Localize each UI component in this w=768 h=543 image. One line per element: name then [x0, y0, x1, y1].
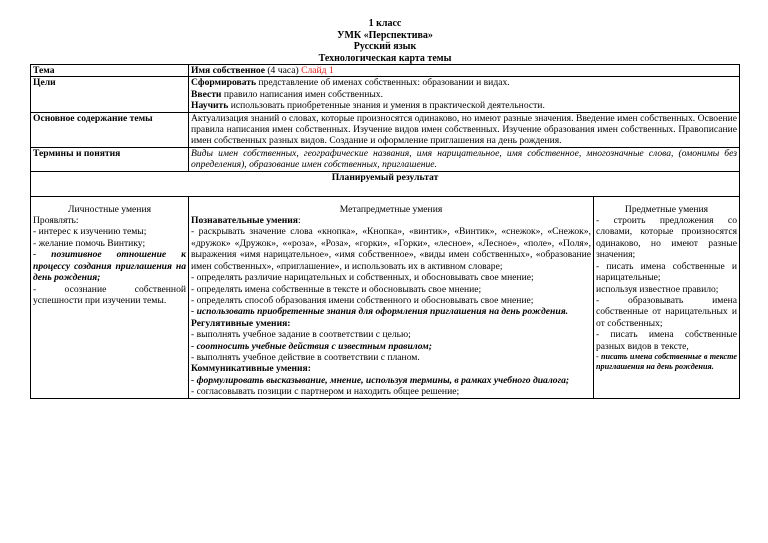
regulative-title: Регулятивные умения:	[191, 317, 291, 329]
topic-hours: (4 часа)	[264, 65, 302, 76]
row-topic	[31, 65, 740, 77]
topic-label: Тема	[31, 65, 189, 77]
row-planned	[31, 197, 740, 398]
subject-item: используя известное правило;	[596, 283, 719, 295]
row-goals	[31, 77, 740, 112]
meta-item: - формулировать высказывание, мнение, используя термины, в рамках учебного диалога;	[191, 374, 570, 386]
goal-line	[191, 100, 737, 111]
subject-item: - писать имена собственные и нарицательные;	[596, 260, 737, 284]
meta-item: - определять способ образования имени собственного и обосновывать свое мнение;	[191, 294, 534, 306]
topic-value	[189, 65, 740, 77]
goal-line	[191, 89, 737, 100]
goal-verb: Сформировать	[191, 77, 257, 89]
subject-header: Предметные умения	[624, 203, 709, 215]
personal-item: - интерес к изучению темы;	[33, 226, 147, 238]
terms-value: Виды имен собственных, географические названия, имя нарицательное, имя собственное, многозначные слова, (омонимы без определения), образование имен собственных, приглашение.	[189, 147, 740, 171]
planned-title: Планируемый результат	[31, 171, 740, 196]
subject-item: - писать имена собственные разных видов в тексте,	[596, 329, 737, 352]
card-title: Технологическая карта темы	[318, 52, 452, 64]
personal-item: - позитивное отношение к процессу создания приглашения на день рождения;	[33, 249, 186, 284]
goal-text: представление об именах собственных: образовании и видах.	[256, 77, 510, 89]
meta-item: - раскрывать значение слова «кнопка», «Кнопка», «винтик», «Винтик», «снежок», «Снежок», «дружок» «Дружок», ««роза», «Роза», «горки», «Горки», «лесное», «Лесное», «поле», «Поля», выражения «имя нарицательное», «имя собственное», «виды имен собственных», «образование имен собственных», «приглашение», и использовать их в активном словаре;	[191, 226, 591, 272]
meta-header: Метапредметные умения	[339, 203, 443, 215]
terms-label: Термины и понятия	[31, 147, 189, 171]
meta-item: - определять различие нарицательных и собственных, и обосновывать свое мнение;	[191, 272, 534, 284]
doc-header	[30, 18, 740, 64]
cognitive-title-line: Познавательные умения:	[191, 215, 301, 227]
grade-title: 1 класс	[368, 18, 402, 29]
subject-item: - писать имена собственные в тексте приглашения на день рождения.	[596, 351, 737, 371]
communicative-title: Коммуникативные умения:	[191, 363, 311, 375]
subject-item: - образовывать имена собственные от нарицательных и от собственных;	[596, 294, 737, 329]
meta-item: - выполнять учебное задание в соответствии с целью;	[191, 329, 411, 341]
slide-link[interactable]: Слайд 1	[301, 65, 334, 76]
personal-header: Личностные умения	[67, 203, 151, 215]
content-label: Основное содержание темы	[31, 112, 189, 147]
meta-item: - выполнять учебное действие в соответствии с планом.	[191, 351, 420, 363]
cognitive-title: Познавательные умения	[191, 215, 298, 227]
goals-label: Цели	[31, 77, 189, 112]
topic-name: Имя собственное	[191, 65, 265, 76]
meta-item: - определять имена собственные в тексте и обосновывать свое мнение;	[191, 283, 482, 295]
goals-value	[189, 77, 740, 112]
subject-cell	[594, 197, 740, 398]
subject-title: Русский язык	[353, 41, 417, 52]
row-terms	[31, 147, 740, 171]
tech-card-table	[30, 64, 740, 197]
personal-item: - осознание собственной успешности при изучении темы.	[33, 283, 186, 306]
goal-line	[191, 77, 737, 88]
goal-verb: Ввести	[191, 88, 222, 100]
meta-item: - соотносить учебные действия с известным правилом;	[191, 340, 432, 352]
row-content	[31, 112, 740, 147]
personal-cell	[31, 197, 189, 398]
row-planned-title	[31, 171, 740, 196]
goal-verb: Научить	[191, 100, 229, 112]
personal-intro: Проявлять:	[33, 215, 79, 227]
umk-title: УМК «Перспектива»	[337, 29, 433, 41]
goal-text: правило написания имен собственных.	[221, 88, 383, 100]
meta-cell	[189, 197, 594, 398]
meta-item: - согласовывать позиции с партнером и находить общее решение;	[191, 386, 460, 398]
goal-text: использовать приобретенные знания и умения в практической деятельности.	[228, 100, 545, 112]
personal-item: - желание помочь Винтику;	[33, 237, 146, 249]
document-page	[30, 18, 740, 399]
planned-results-table	[30, 197, 740, 399]
subject-item: - строить предложения со словами, которые произносятся одинаково, но имеют разные значения;	[596, 215, 737, 261]
content-value: Актуализация знаний о словах, которые произносятся одинаково, но имеют разные значения. Введение имен собственных. Освоение правила написания имен собственных. Изучение видов имен собственных. Изучение образования имен собственных. Правописание имен собственных разных видов. Создание и оформление приглашения на день рождения.	[189, 112, 740, 147]
meta-item: - использовать приобретенные знания для оформления приглашения на день рождения.	[191, 306, 569, 318]
